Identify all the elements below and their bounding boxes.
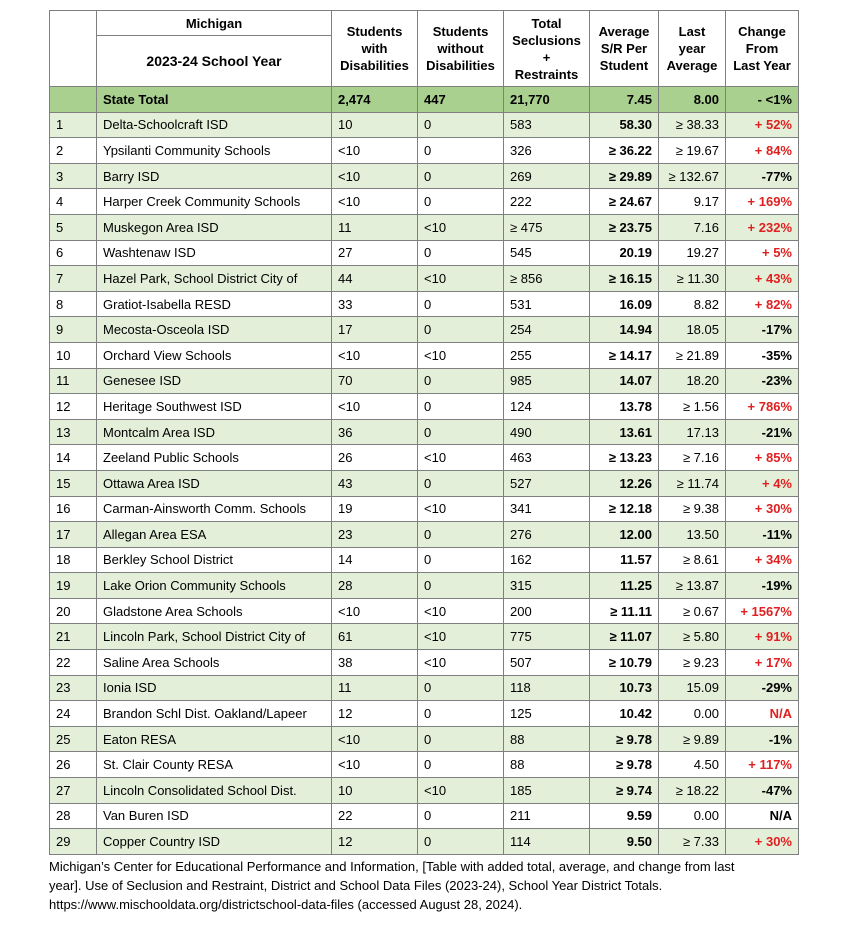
rank-cell: 21 <box>50 624 97 650</box>
district-name-cell: Gratiot-Isabella RESD <box>97 291 332 317</box>
rank-cell: 18 <box>50 547 97 573</box>
last-year-cell: 15.09 <box>659 675 726 701</box>
rank-cell: 6 <box>50 240 97 266</box>
average-cell: ≥ 13.23 <box>590 445 659 471</box>
table-row <box>50 342 799 368</box>
district-name-cell: Orchard View Schools <box>97 342 332 368</box>
total-cell: 269 <box>504 163 590 189</box>
average-cell: 20.19 <box>590 240 659 266</box>
district-name-cell: Allegan Area ESA <box>97 522 332 548</box>
without-disabilities-cell: 0 <box>418 240 504 266</box>
last-year-cell: ≥ 18.22 <box>659 778 726 804</box>
without-disabilities-cell: <10 <box>418 778 504 804</box>
table-row <box>50 240 799 266</box>
table-row <box>50 778 799 804</box>
last-year-cell: 13.50 <box>659 522 726 548</box>
rank-cell: 2 <box>50 138 97 164</box>
district-name-cell: Carman-Ainsworth Comm. Schools <box>97 496 332 522</box>
average-cell: ≥ 11.07 <box>590 624 659 650</box>
with-disabilities-cell: <10 <box>332 752 418 778</box>
total-cell: 88 <box>504 726 590 752</box>
district-name-cell: Brandon Schl Dist. Oakland/Lapeer <box>97 701 332 727</box>
without-disabilities-cell: 0 <box>418 829 504 855</box>
total-cell: 222 <box>504 189 590 215</box>
last-year-cell: ≥ 9.23 <box>659 650 726 676</box>
with-disabilities-cell: 11 <box>332 675 418 701</box>
change-cell: -19% <box>726 573 799 599</box>
average-cell: ≥ 9.74 <box>590 778 659 804</box>
average-cell: 12.26 <box>590 470 659 496</box>
average-cell: 14.94 <box>590 317 659 343</box>
last-year-cell: ≥ 5.80 <box>659 624 726 650</box>
total-cell: 326 <box>504 138 590 164</box>
last-year-cell: ≥ 38.33 <box>659 112 726 138</box>
average-cell: 16.09 <box>590 291 659 317</box>
last-year-cell: 0.00 <box>659 701 726 727</box>
rank-cell: 26 <box>50 752 97 778</box>
district-name-cell: Muskegon Area ISD <box>97 214 332 240</box>
table-row <box>50 701 799 727</box>
state-total-row <box>50 87 799 113</box>
rank-cell: 29 <box>50 829 97 855</box>
total-cell: 341 <box>504 496 590 522</box>
change-cell: + 84% <box>726 138 799 164</box>
last-year-cell: 18.05 <box>659 317 726 343</box>
district-name-cell: Eaton RESA <box>97 726 332 752</box>
district-name-cell: St. Clair County RESA <box>97 752 332 778</box>
average-cell: ≥ 29.89 <box>590 163 659 189</box>
district-name-cell: Ionia ISD <box>97 675 332 701</box>
change-cell: + 43% <box>726 266 799 292</box>
change-cell: N/A <box>726 701 799 727</box>
district-name-cell: Washtenaw ISD <box>97 240 332 266</box>
district-name-cell: Zeeland Public Schools <box>97 445 332 471</box>
last-year-cell: 19.27 <box>659 240 726 266</box>
without-disabilities-cell: <10 <box>418 598 504 624</box>
average-cell: ≥ 9.78 <box>590 726 659 752</box>
table-row <box>50 266 799 292</box>
average-cell: ≥ 9.78 <box>590 752 659 778</box>
total-cell: 114 <box>504 829 590 855</box>
district-name-cell: Heritage Southwest ISD <box>97 394 332 420</box>
with-disabilities-cell: 70 <box>332 368 418 394</box>
table-body <box>50 87 799 855</box>
without-disabilities-cell: 0 <box>418 573 504 599</box>
last-year-cell: ≥ 11.74 <box>659 470 726 496</box>
average-cell: 58.30 <box>590 112 659 138</box>
total-cell: 583 <box>504 112 590 138</box>
table-row <box>50 394 799 420</box>
district-name-cell: Van Buren ISD <box>97 803 332 829</box>
average-cell: 14.07 <box>590 368 659 394</box>
without-disabilities-header: Students without Disabilities <box>418 11 504 87</box>
without-disabilities-cell: <10 <box>418 496 504 522</box>
last-year-cell: ≥ 7.33 <box>659 829 726 855</box>
with-disabilities-cell: <10 <box>332 726 418 752</box>
total-cell: 88 <box>504 752 590 778</box>
change-cell: + 786% <box>726 394 799 420</box>
with-disabilities-cell: 19 <box>332 496 418 522</box>
rank-cell: 13 <box>50 419 97 445</box>
last-year-cell: ≥ 0.67 <box>659 598 726 624</box>
last-year-cell: 9.17 <box>659 189 726 215</box>
change-cell: -47% <box>726 778 799 804</box>
state-total-without: 447 <box>418 87 504 113</box>
table-row <box>50 419 799 445</box>
average-cell: 11.57 <box>590 547 659 573</box>
rank-header <box>50 11 97 87</box>
rank-cell: 23 <box>50 675 97 701</box>
district-name-cell: Copper Country ISD <box>97 829 332 855</box>
district-name-cell: Mecosta-Osceola ISD <box>97 317 332 343</box>
district-name-cell: Berkley School District <box>97 547 332 573</box>
last-year-cell: ≥ 9.38 <box>659 496 726 522</box>
with-disabilities-cell: 12 <box>332 829 418 855</box>
table-row <box>50 522 799 548</box>
change-cell: -21% <box>726 419 799 445</box>
total-cell: 527 <box>504 470 590 496</box>
total-cell: 775 <box>504 624 590 650</box>
seclusion-restraint-table <box>49 10 799 855</box>
without-disabilities-cell: 0 <box>418 470 504 496</box>
without-disabilities-cell: 0 <box>418 522 504 548</box>
total-cell: 531 <box>504 291 590 317</box>
header-row <box>50 11 799 36</box>
with-disabilities-cell: 61 <box>332 624 418 650</box>
district-name-cell: Genesee ISD <box>97 368 332 394</box>
total-header: Total Seclusions + Restraints <box>504 11 590 87</box>
rank-cell: 8 <box>50 291 97 317</box>
with-disabilities-cell: 10 <box>332 778 418 804</box>
without-disabilities-cell: 0 <box>418 291 504 317</box>
without-disabilities-cell: 0 <box>418 419 504 445</box>
table-row <box>50 496 799 522</box>
total-cell: 200 <box>504 598 590 624</box>
rank-cell: 11 <box>50 368 97 394</box>
table-row <box>50 675 799 701</box>
change-cell: + 4% <box>726 470 799 496</box>
caption-line-2: year]. Use of Seclusion and Restraint, District and School Data Files (2023-24), School Year District Totals. <box>49 878 663 893</box>
without-disabilities-cell: <10 <box>418 214 504 240</box>
without-disabilities-cell: <10 <box>418 266 504 292</box>
last-year-cell: ≥ 1.56 <box>659 394 726 420</box>
total-cell: 985 <box>504 368 590 394</box>
last-year-cell: 4.50 <box>659 752 726 778</box>
change-cell: + 91% <box>726 624 799 650</box>
with-disabilities-cell: 22 <box>332 803 418 829</box>
average-cell: 11.25 <box>590 573 659 599</box>
change-cell: + 30% <box>726 829 799 855</box>
average-cell: 10.42 <box>590 701 659 727</box>
without-disabilities-cell: 0 <box>418 138 504 164</box>
total-cell: 124 <box>504 394 590 420</box>
table-row <box>50 547 799 573</box>
rank-cell: 20 <box>50 598 97 624</box>
last-year-cell: ≥ 11.30 <box>659 266 726 292</box>
table-row <box>50 163 799 189</box>
rank-cell: 24 <box>50 701 97 727</box>
rank-cell: 1 <box>50 112 97 138</box>
table-row <box>50 214 799 240</box>
average-cell: ≥ 14.17 <box>590 342 659 368</box>
rank-cell: 28 <box>50 803 97 829</box>
without-disabilities-cell: <10 <box>418 445 504 471</box>
with-disabilities-cell: 14 <box>332 547 418 573</box>
state-total-label: State Total <box>97 87 332 113</box>
average-cell: 13.61 <box>590 419 659 445</box>
rank-cell: 16 <box>50 496 97 522</box>
rank-cell: 19 <box>50 573 97 599</box>
state-total-rank <box>50 87 97 113</box>
rank-cell: 3 <box>50 163 97 189</box>
last-year-cell: 17.13 <box>659 419 726 445</box>
total-cell: 545 <box>504 240 590 266</box>
last-year-cell: ≥ 19.67 <box>659 138 726 164</box>
with-disabilities-cell: <10 <box>332 342 418 368</box>
total-cell: 255 <box>504 342 590 368</box>
average-cell: ≥ 10.79 <box>590 650 659 676</box>
change-cell: + 34% <box>726 547 799 573</box>
district-name-cell: Harper Creek Community Schools <box>97 189 332 215</box>
change-cell: + 82% <box>726 291 799 317</box>
with-disabilities-cell: <10 <box>332 189 418 215</box>
table-row <box>50 317 799 343</box>
last-year-cell: ≥ 8.61 <box>659 547 726 573</box>
with-disabilities-cell: 17 <box>332 317 418 343</box>
change-cell: -17% <box>726 317 799 343</box>
table-title: Michigan <box>97 11 332 36</box>
rank-cell: 15 <box>50 470 97 496</box>
total-cell: 315 <box>504 573 590 599</box>
change-cell: + 1567% <box>726 598 799 624</box>
table-row <box>50 829 799 855</box>
without-disabilities-cell: 0 <box>418 752 504 778</box>
change-cell: + 17% <box>726 650 799 676</box>
state-total-change: - <1% <box>726 87 799 113</box>
with-disabilities-cell: 36 <box>332 419 418 445</box>
table-row <box>50 112 799 138</box>
table-row <box>50 189 799 215</box>
without-disabilities-cell: 0 <box>418 726 504 752</box>
average-cell: ≥ 11.11 <box>590 598 659 624</box>
district-name-cell: Lincoln Consolidated School Dist. <box>97 778 332 804</box>
school-year-header: 2023-24 School Year <box>97 36 332 87</box>
with-disabilities-cell: 28 <box>332 573 418 599</box>
with-disabilities-cell: <10 <box>332 163 418 189</box>
table-row <box>50 138 799 164</box>
with-disabilities-cell: <10 <box>332 138 418 164</box>
district-name-cell: Montcalm Area ISD <box>97 419 332 445</box>
caption-line-3: https://www.mischooldata.org/districtschool-data-files (accessed August 28, 2024). <box>49 897 523 912</box>
rank-cell: 9 <box>50 317 97 343</box>
total-cell: 162 <box>504 547 590 573</box>
caption-line-1: Michigan’s Center for Educational Performance and Information, [Table with added total, average, and change from last <box>49 859 735 874</box>
with-disabilities-cell: <10 <box>332 598 418 624</box>
total-cell: 125 <box>504 701 590 727</box>
district-name-cell: Delta-Schoolcraft ISD <box>97 112 332 138</box>
state-total-avg: 7.45 <box>590 87 659 113</box>
change-cell: N/A <box>726 803 799 829</box>
rank-cell: 25 <box>50 726 97 752</box>
change-cell: -35% <box>726 342 799 368</box>
without-disabilities-cell: <10 <box>418 624 504 650</box>
without-disabilities-cell: 0 <box>418 189 504 215</box>
average-cell: 13.78 <box>590 394 659 420</box>
without-disabilities-cell: 0 <box>418 368 504 394</box>
rank-cell: 22 <box>50 650 97 676</box>
last-year-header: Last year Average <box>659 11 726 87</box>
table-row <box>50 470 799 496</box>
average-cell: ≥ 23.75 <box>590 214 659 240</box>
without-disabilities-cell: 0 <box>418 163 504 189</box>
state-total-total: 21,770 <box>504 87 590 113</box>
last-year-cell: 7.16 <box>659 214 726 240</box>
total-cell: 185 <box>504 778 590 804</box>
with-disabilities-cell: 27 <box>332 240 418 266</box>
total-cell: 463 <box>504 445 590 471</box>
last-year-cell: ≥ 9.89 <box>659 726 726 752</box>
total-cell: ≥ 856 <box>504 266 590 292</box>
change-header: Change From Last Year <box>726 11 799 87</box>
change-cell: + 232% <box>726 214 799 240</box>
rank-cell: 17 <box>50 522 97 548</box>
district-name-cell: Barry ISD <box>97 163 332 189</box>
rank-cell: 27 <box>50 778 97 804</box>
change-cell: + 30% <box>726 496 799 522</box>
rank-cell: 10 <box>50 342 97 368</box>
rank-cell: 14 <box>50 445 97 471</box>
district-name-cell: Gladstone Area Schools <box>97 598 332 624</box>
change-cell: -1% <box>726 726 799 752</box>
state-total-with: 2,474 <box>332 87 418 113</box>
with-disabilities-cell: <10 <box>332 394 418 420</box>
average-cell: 9.59 <box>590 803 659 829</box>
change-cell: + 169% <box>726 189 799 215</box>
table-row <box>50 726 799 752</box>
table-row <box>50 803 799 829</box>
last-year-cell: ≥ 13.87 <box>659 573 726 599</box>
total-cell: ≥ 475 <box>504 214 590 240</box>
district-name-cell: Ypsilanti Community Schools <box>97 138 332 164</box>
table-row <box>50 573 799 599</box>
total-cell: 254 <box>504 317 590 343</box>
district-name-cell: Lake Orion Community Schools <box>97 573 332 599</box>
district-name-cell: Ottawa Area ISD <box>97 470 332 496</box>
with-disabilities-cell: 33 <box>332 291 418 317</box>
average-header: Average S/R Per Student <box>590 11 659 87</box>
without-disabilities-cell: 0 <box>418 675 504 701</box>
source-caption <box>49 857 819 914</box>
average-cell: ≥ 24.67 <box>590 189 659 215</box>
last-year-cell: 8.82 <box>659 291 726 317</box>
last-year-cell: 18.20 <box>659 368 726 394</box>
table-row <box>50 291 799 317</box>
table-row <box>50 650 799 676</box>
last-year-cell: ≥ 132.67 <box>659 163 726 189</box>
average-cell: 10.73 <box>590 675 659 701</box>
without-disabilities-cell: 0 <box>418 317 504 343</box>
change-cell: -23% <box>726 368 799 394</box>
average-cell: ≥ 36.22 <box>590 138 659 164</box>
last-year-cell: 0.00 <box>659 803 726 829</box>
last-year-cell: ≥ 7.16 <box>659 445 726 471</box>
without-disabilities-cell: <10 <box>418 650 504 676</box>
without-disabilities-cell: 0 <box>418 803 504 829</box>
change-cell: + 5% <box>726 240 799 266</box>
change-cell: -29% <box>726 675 799 701</box>
rank-cell: 12 <box>50 394 97 420</box>
without-disabilities-cell: 0 <box>418 394 504 420</box>
table-row <box>50 368 799 394</box>
rank-cell: 5 <box>50 214 97 240</box>
without-disabilities-cell: 0 <box>418 701 504 727</box>
district-name-cell: Saline Area Schools <box>97 650 332 676</box>
total-cell: 211 <box>504 803 590 829</box>
district-name-cell: Lincoln Park, School District City of <box>97 624 332 650</box>
change-cell: + 52% <box>726 112 799 138</box>
without-disabilities-cell: 0 <box>418 112 504 138</box>
average-cell: 9.50 <box>590 829 659 855</box>
total-cell: 507 <box>504 650 590 676</box>
average-cell: ≥ 12.18 <box>590 496 659 522</box>
with-disabilities-header: Students with Disabilities <box>332 11 418 87</box>
with-disabilities-cell: 10 <box>332 112 418 138</box>
change-cell: -11% <box>726 522 799 548</box>
change-cell: + 85% <box>726 445 799 471</box>
with-disabilities-cell: 26 <box>332 445 418 471</box>
change-cell: -77% <box>726 163 799 189</box>
state-total-last: 8.00 <box>659 87 726 113</box>
table-row <box>50 624 799 650</box>
with-disabilities-cell: 44 <box>332 266 418 292</box>
with-disabilities-cell: 12 <box>332 701 418 727</box>
district-name-cell: Hazel Park, School District City of <box>97 266 332 292</box>
rank-cell: 7 <box>50 266 97 292</box>
total-cell: 118 <box>504 675 590 701</box>
with-disabilities-cell: 23 <box>332 522 418 548</box>
without-disabilities-cell: <10 <box>418 342 504 368</box>
with-disabilities-cell: 43 <box>332 470 418 496</box>
with-disabilities-cell: 38 <box>332 650 418 676</box>
change-cell: + 117% <box>726 752 799 778</box>
table-row <box>50 598 799 624</box>
table-row <box>50 752 799 778</box>
last-year-cell: ≥ 21.89 <box>659 342 726 368</box>
with-disabilities-cell: 11 <box>332 214 418 240</box>
total-cell: 490 <box>504 419 590 445</box>
rank-cell: 4 <box>50 189 97 215</box>
average-cell: 12.00 <box>590 522 659 548</box>
table-row <box>50 445 799 471</box>
total-cell: 276 <box>504 522 590 548</box>
average-cell: ≥ 16.15 <box>590 266 659 292</box>
without-disabilities-cell: 0 <box>418 547 504 573</box>
